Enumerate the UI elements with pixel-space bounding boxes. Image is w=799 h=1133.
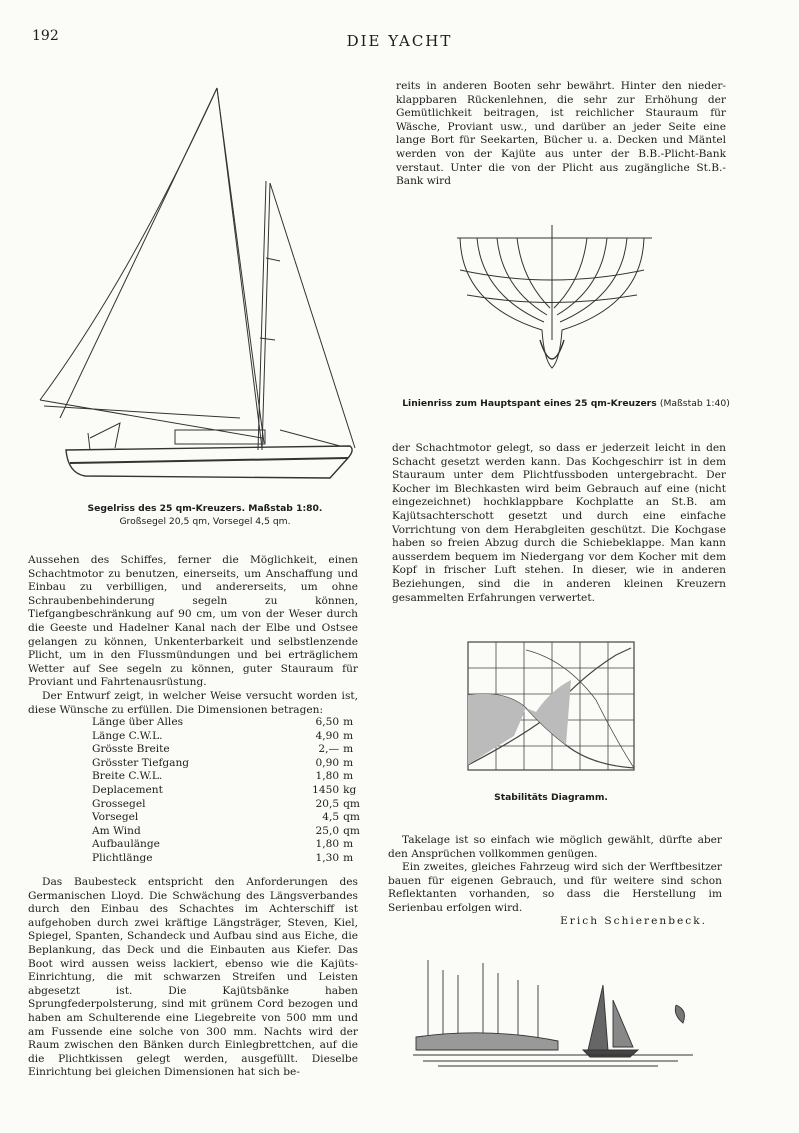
dimension-label: Breite C.W.L.	[92, 770, 163, 783]
dimension-value: 4,90	[315, 729, 340, 742]
dimensions-table	[92, 716, 363, 866]
right-column-middle-text	[392, 442, 726, 605]
dimension-label: Grossegel	[92, 797, 146, 810]
left-column-text-1	[28, 554, 358, 717]
stability-diagram-caption: Stabilitäts Diagramm.	[494, 792, 608, 803]
lines-plan-drawing	[452, 210, 664, 380]
sail-plan-caption	[40, 502, 370, 528]
sail-plan-caption-scale: Maßstab 1:80.	[248, 503, 323, 514]
dimension-value: 20,5	[315, 797, 340, 810]
harbor-sketch	[408, 955, 698, 1070]
dimension-unit: qm	[343, 811, 360, 824]
dimension-label: Plichtlänge	[92, 851, 153, 864]
dimension-row	[92, 716, 363, 730]
left-column-text-2	[28, 876, 358, 1080]
sail-plan-drawing	[30, 78, 370, 488]
dimension-row	[92, 798, 363, 812]
lines-plan-caption-title: Linienriss zum Hauptspant eines 25 qm-Kreuzers	[402, 398, 657, 409]
dimension-row	[92, 838, 363, 852]
dimension-label: Vorsegel	[92, 811, 139, 824]
right-column-bottom-text	[388, 834, 722, 916]
dimension-row	[92, 770, 363, 784]
dimension-unit: m	[343, 851, 354, 864]
paragraph: Das Baubesteck entspricht den Anforderungen des Germanischen Lloyd. Die Schwächung des Längsverbandes durch den Einbau des Schachtes im Achterschiff ist aufgehoben durch zwei kräftige Längsträger, Steven, Kiel, Spiegel, Spanten, Schandeck und Aufbau sind aus Eiche, die Beplankung, das Deck und die Einbauten aus Kiefer. Das Boot wird aussen weiss lackiert, ebenso wie die Kajüts-Einrichtung, die mit schwarzen Streifen und Leisten abgesetzt ist. Die Kajütsbänke haben Sprungfederpolsterung, sind mit grünem Cord bezogen und haben am Schulterende eine Liegebreite von 500 mm und am Fussende eine solche von 300 mm. Nachts wird der Raum zwischen den Bänken durch Einlegbrettchen, auf die die Plichtkissen gelegt werden, ausgefüllt. Dieselbe Einrichtung bei gleichen Dimensionen hat sich be-	[28, 876, 358, 1079]
dimension-unit: m	[343, 729, 354, 742]
dimension-value: 2,—	[318, 743, 340, 756]
dimension-label: Länge C.W.L.	[92, 729, 163, 742]
dimension-label: Grösster Tiefgang	[92, 756, 190, 769]
lines-plan-caption	[396, 398, 736, 409]
dimension-row	[92, 784, 363, 798]
paragraph: Takelage ist so einfach wie möglich gewählt, dürfte aber den Ansprüchen vollkommen genügen.	[388, 834, 722, 860]
stability-diagram	[466, 640, 636, 776]
author-signature: Erich Schierenbeck.	[560, 915, 707, 927]
dimension-unit: qm	[343, 824, 360, 837]
dimension-unit: m	[343, 716, 354, 728]
dimension-value: 6,50	[315, 716, 340, 728]
dimension-label: Länge über Alles	[92, 716, 184, 728]
dimension-label: Grösste Breite	[92, 743, 170, 756]
dimension-label: Deplacement	[92, 783, 163, 796]
dimension-row	[92, 852, 363, 866]
dimension-value: 1,80	[315, 770, 340, 783]
page-number: 192	[32, 28, 59, 44]
dimension-row	[92, 757, 363, 771]
paragraph: Aussehen des Schiffes, ferner die Möglichkeit, einen Schachtmotor zu benutzen, einerseits, um Anschaffung und Einbau zu verbilligen, und andererseits, um ohne Schraubenbehinderung segeln zu können, Tiefgangbeschränkung auf 90 cm, um von der Weser durch die Geeste und Hadelner Kanal nach der Elbe und Ostsee gelangen zu können, Unkenterbarkeit und selbstlenzende Plicht, um in den Flussmündungen und bei erträglichem Wetter auf See segeln zu können, guter Stauraum für Proviant und Fahrtenausrüstung.	[28, 554, 358, 689]
dimension-value: 25,0	[315, 824, 340, 837]
dimension-unit: m	[343, 770, 354, 783]
dimension-value: 1450	[312, 783, 340, 796]
right-column-top-text	[396, 80, 726, 189]
dimension-value: 1,80	[315, 838, 340, 851]
sail-plan-caption-title: Segelriss des 25 qm-Kreuzers.	[87, 503, 246, 514]
dimension-unit: m	[343, 743, 354, 756]
dimension-label: Am Wind	[92, 824, 141, 837]
dimension-row	[92, 730, 363, 744]
lines-plan-caption-scale: (Maßstab 1:40)	[659, 398, 730, 409]
dimension-value: 0,90	[315, 756, 340, 769]
running-head: DIE YACHT	[346, 32, 453, 50]
dimension-unit: m	[343, 756, 354, 769]
dimension-row	[92, 825, 363, 839]
paragraph: Der Entwurf zeigt, in welcher Weise versucht worden ist, diese Wünsche zu erfüllen. Die Dimensionen betragen:	[28, 689, 358, 716]
dimension-label: Aufbaulänge	[92, 838, 160, 851]
dimension-value: 4,5	[322, 811, 340, 824]
dimension-unit: qm	[343, 797, 360, 810]
dimension-unit: m	[343, 838, 354, 851]
paragraph: Ein zweites, gleiches Fahrzeug wird sich der Werftbesitzer bauen für eigenen Gebrauch, und für weitere sind schon Reflektanten vorhanden, so dass die Herstellung im Serienbau erfolgen wird.	[388, 861, 722, 914]
paragraph: reits in anderen Booten sehr bewährt. Hinter den nieder-klappbaren Rückenlehnen, die sehr zur Erhöhung der Gemütlichkeit beitragen, ist reichlicher Stauraum für Wäsche, Proviant usw., und darüber an jeder Seite eine lange Bort für Seekarten, Bücher u. a. Decken und Mäntel werden von der Kajüte aus unter der B.B.-Plicht-Bank verstaut. Unter die von der Plicht aus zugängliche St.B.-Bank wird	[396, 80, 726, 188]
dimension-row	[92, 811, 363, 825]
dimension-value: 1,30	[315, 851, 340, 864]
sail-plan-caption-areas: Großsegel 20,5 qm, Vorsegel 4,5 qm.	[119, 516, 291, 527]
dimension-unit: kg	[343, 783, 357, 796]
dimension-row	[92, 743, 363, 757]
paragraph: der Schachtmotor gelegt, so dass er jederzeit leicht in den Schacht gesetzt werden kann. Das Kochgeschirr ist in dem Stauraum unter dem Plichtfussboden untergebracht. Der Kocher im Blechkasten wird beim Gebrauch auf eine (nicht eingezeichnet) hochklappbare Kochplatte an St.B. am Kajütsachterschott gesetzt und durch eine einfache Vorrichtung von dem Herabgleiten geschützt. Die Kochgase haben so freien Abzug durch die Schiebeklappe. Man kann ausserdem bequem im Niedergang vor dem Kocher mit dem Kopf in frischer Luft stehen. In dieser, wie in anderen Beziehungen, sind die in anderen kleinen Kreuzern gesammelten Erfahrungen verwertet.	[392, 442, 726, 604]
